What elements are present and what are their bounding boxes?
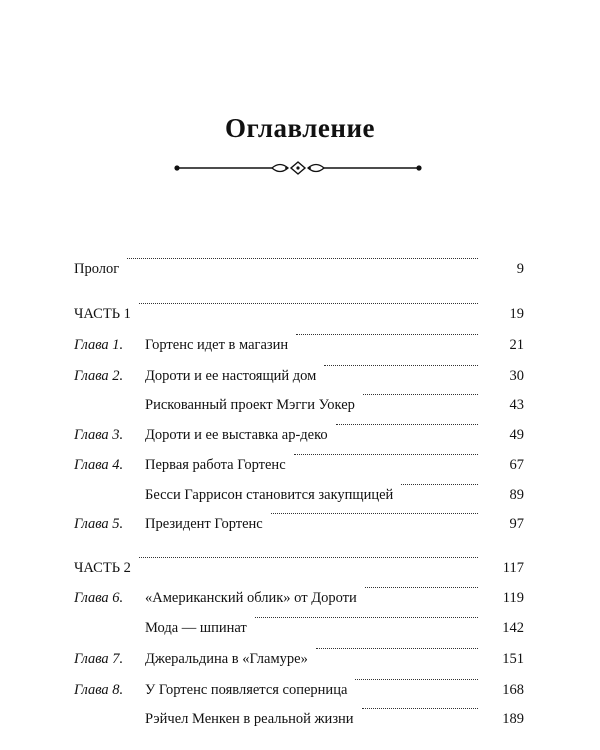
entry-title: Бесси Гаррисон становится закупщицей xyxy=(145,487,394,503)
dot-leader xyxy=(316,648,478,649)
page-number: 67 xyxy=(509,457,524,473)
dot-leader xyxy=(294,454,478,455)
entry-title: Президент Гортенс xyxy=(145,516,263,532)
page-number: 119 xyxy=(502,590,524,606)
dot-leader xyxy=(271,513,478,514)
entry-title: Дороти и ее выставка ар-деко xyxy=(145,427,328,443)
dot-leader xyxy=(296,334,478,335)
chapter-label: Глава 8. xyxy=(74,682,124,698)
toc-entry[interactable] xyxy=(0,679,600,701)
entry-title: «Американский облик» от Дороти xyxy=(145,590,357,606)
entry-title: Пролог xyxy=(74,261,120,277)
chapter-label: Глава 4. xyxy=(74,457,124,473)
entry-title: У Гортенс появляется соперница xyxy=(145,682,348,698)
page-number: 49 xyxy=(509,427,524,443)
entry-title: ЧАСТЬ 1 xyxy=(74,306,131,322)
dot-leader xyxy=(401,484,478,485)
chapter-label: Глава 7. xyxy=(74,651,124,667)
page-number: 19 xyxy=(509,306,524,322)
toc-entry[interactable] xyxy=(0,587,600,609)
page-number: 142 xyxy=(502,620,524,636)
page-number: 151 xyxy=(502,651,524,667)
page-number: 30 xyxy=(509,368,524,384)
toc-entry[interactable] xyxy=(0,258,600,280)
entry-title: ЧАСТЬ 2 xyxy=(74,560,131,576)
toc-entry[interactable] xyxy=(0,303,600,325)
entry-title: Гортенс идет в магазин xyxy=(145,337,289,353)
dot-leader xyxy=(365,587,478,588)
toc-entry[interactable] xyxy=(0,513,600,535)
chapter-label: Глава 1. xyxy=(74,337,124,353)
entry-title: Первая работа Гортенс xyxy=(145,457,286,473)
chapter-label: Глава 2. xyxy=(74,368,124,384)
page-number: 89 xyxy=(509,487,524,503)
page-number: 189 xyxy=(502,711,524,727)
toc-entry[interactable] xyxy=(0,334,600,356)
toc-entry[interactable] xyxy=(0,424,600,446)
ornament-divider xyxy=(174,158,422,178)
chapter-label: Глава 6. xyxy=(74,590,124,606)
page-number: 168 xyxy=(502,682,524,698)
page-number: 117 xyxy=(502,560,524,576)
chapter-label: Глава 3. xyxy=(74,427,124,443)
page-number: 21 xyxy=(509,337,524,353)
toc-entry[interactable] xyxy=(0,557,600,579)
entry-title: Мода — шпинат xyxy=(145,620,247,636)
toc-entry[interactable] xyxy=(0,708,600,730)
dot-leader xyxy=(362,708,478,709)
page-number: 43 xyxy=(509,397,524,413)
dot-leader xyxy=(139,303,478,304)
dot-leader xyxy=(336,424,478,425)
dot-leader xyxy=(355,679,478,680)
toc-entry[interactable] xyxy=(0,454,600,476)
page-number: 97 xyxy=(509,516,524,532)
toc-entry[interactable] xyxy=(0,365,600,387)
dot-leader xyxy=(363,394,478,395)
toc-entry[interactable] xyxy=(0,617,600,639)
toc-entry[interactable] xyxy=(0,648,600,670)
dot-leader xyxy=(255,617,478,618)
entry-title: Рискованный проект Мэгги Уокер xyxy=(145,397,355,413)
toc-entry[interactable] xyxy=(0,484,600,506)
dot-leader xyxy=(127,258,478,259)
entry-title: Дороти и ее настоящий дом xyxy=(145,368,317,384)
dot-leader xyxy=(139,557,478,558)
chapter-label: Глава 5. xyxy=(74,516,124,532)
toc-entry[interactable] xyxy=(0,394,600,416)
page-number: 9 xyxy=(516,261,524,277)
entry-title: Рэйчел Менкен в реальной жизни xyxy=(145,711,354,727)
entry-title: Джеральдина в «Гламуре» xyxy=(145,651,308,667)
dot-leader xyxy=(324,365,478,366)
page-title: Оглавление xyxy=(225,113,375,143)
